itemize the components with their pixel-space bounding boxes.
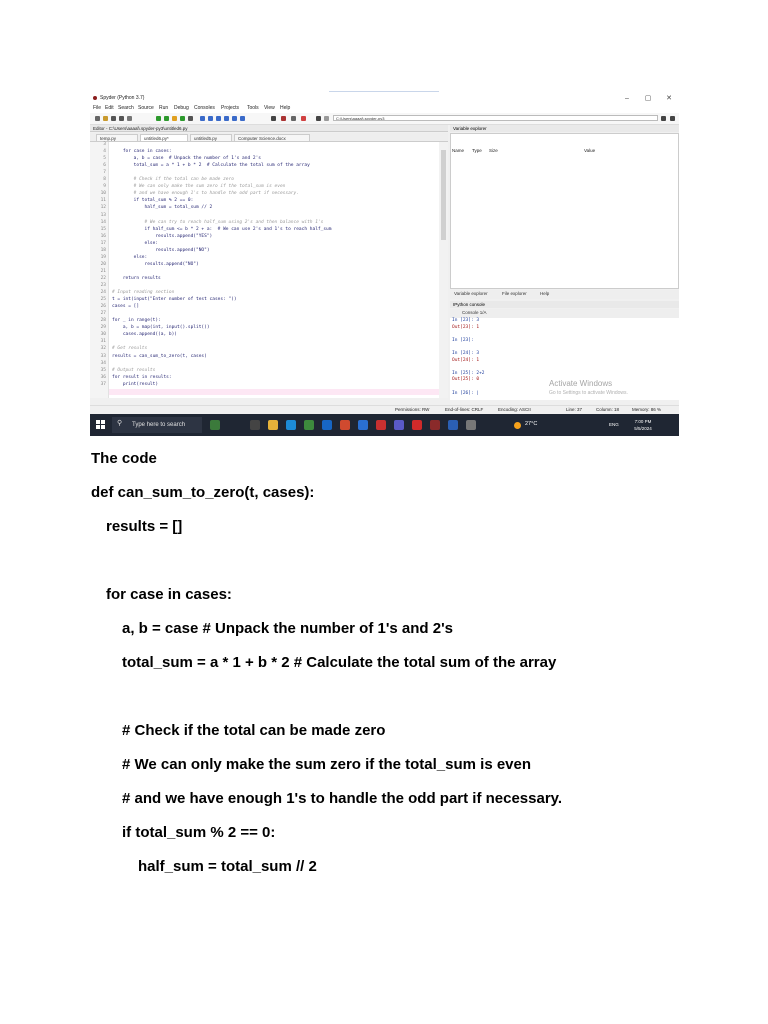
toolbar: [90, 113, 679, 125]
new-file-icon[interactable]: [95, 116, 100, 121]
doc-code-line: half_sum = total_sum // 2: [138, 858, 317, 875]
code-line: if total_sum % 2 == 0:: [112, 198, 194, 204]
search-icon: ⚲: [117, 420, 123, 427]
code-line: if half_sum <= b * 2 + a: # We can use 2's and 1's to reach half_sum: [112, 226, 332, 232]
code-line: total_sum = a * 1 + b * 2 # Calculate the total sum of the array: [112, 163, 310, 169]
line-number: 23: [100, 283, 106, 288]
status-encoding: Encoding: ASCII: [498, 407, 531, 412]
doc-code-line: # We can only make the sum zero if the total_sum is even: [122, 756, 532, 773]
file-explorer-icon[interactable]: [268, 420, 278, 430]
doc-code-line: if total_sum % 2 == 0:: [122, 824, 276, 841]
app-icon-red[interactable]: [376, 420, 386, 430]
doc-heading: The code: [91, 450, 157, 467]
line-number: 7: [103, 170, 106, 176]
menu-file[interactable]: File: [93, 105, 102, 111]
line-number: 28: [100, 318, 106, 324]
windows-taskbar: [90, 414, 679, 436]
line-number: 16: [100, 233, 106, 239]
code-line: # Output results: [112, 367, 156, 373]
doc-code-line: for case in cases:: [106, 586, 232, 603]
app-icon-purple[interactable]: [394, 420, 404, 430]
spyder-screenshot: [90, 93, 679, 436]
python-path-icon[interactable]: [301, 116, 306, 121]
tab-file-explorer[interactable]: File explorer: [502, 291, 527, 296]
menu-consoles[interactable]: Consoles: [194, 105, 215, 111]
code-line: for result in results:: [112, 374, 172, 380]
menu-help[interactable]: Help: [280, 105, 291, 111]
code-line: t = int(input("Enter number of test cases: ")): [112, 297, 237, 303]
editor-tabs: [90, 133, 448, 142]
menu-bar: [90, 104, 679, 113]
back-arrow-icon[interactable]: [316, 116, 321, 121]
variable-explorer-title: Variable explorer: [450, 125, 679, 132]
forward-arrow-icon[interactable]: [324, 116, 329, 121]
menu-source[interactable]: Source: [138, 105, 154, 111]
status-column: Column: 18: [596, 407, 620, 412]
line-number: 34: [100, 360, 106, 366]
tools-icon[interactable]: [291, 116, 296, 121]
console-line: In [23]: 3: [452, 318, 480, 323]
minimize-button[interactable]: –: [625, 95, 629, 102]
tab-variable-explorer[interactable]: Variable explorer: [454, 291, 488, 296]
line-number: 26: [100, 304, 106, 310]
task-view-icon[interactable]: [250, 420, 260, 430]
code-line: results.append("NO"): [112, 261, 199, 267]
code-line: a, b = case # Unpack the number of 1's and 2's: [112, 156, 262, 162]
settings-icon[interactable]: [466, 420, 476, 430]
maximize-button[interactable]: ▢: [644, 95, 652, 102]
close-button[interactable]: ✕: [666, 95, 672, 102]
top-divider: [329, 91, 439, 92]
line-number: 4: [103, 149, 106, 155]
line-number: 35: [100, 367, 106, 373]
line-number: 17: [100, 240, 106, 246]
code-line: # Check if the total can be made zero: [112, 177, 234, 183]
browse-folder-icon[interactable]: [661, 116, 666, 121]
language-indicator[interactable]: ENG: [609, 422, 619, 427]
taskbar-clock[interactable]: [628, 418, 658, 432]
code-line: return results: [112, 275, 161, 281]
activate-windows-watermark: Activate Windows: [549, 379, 613, 388]
code-line: results = can_sum_to_zero(t, cases): [112, 353, 207, 359]
word-icon[interactable]: [448, 420, 458, 430]
status-line: Line: 37: [566, 407, 583, 412]
menu-debug[interactable]: Debug: [174, 105, 189, 111]
line-number: 32: [100, 346, 106, 352]
save-all-icon[interactable]: [119, 116, 124, 121]
tab-untitled5[interactable]: untitled5.py: [190, 134, 232, 141]
line-number: 30: [100, 332, 106, 338]
code-line: else:: [112, 254, 148, 260]
console-line: Out[25]: 0: [452, 377, 480, 383]
code-line: # Get results: [112, 346, 148, 352]
var-header-name[interactable]: Name: [452, 148, 465, 153]
run-selection-icon[interactable]: [180, 116, 185, 121]
parent-directory-icon[interactable]: [670, 116, 675, 121]
status-permissions: Permissions: RW: [395, 407, 430, 412]
tab-untitled6[interactable]: untitled6.py*: [140, 134, 188, 141]
mail-icon[interactable]: [322, 420, 332, 430]
line-number: 33: [100, 353, 106, 359]
code-line: cases = []: [112, 304, 140, 310]
doc-code-line: # and we have enough 1's to handle the odd part if necessary.: [122, 790, 563, 807]
spyder-taskbar-icon[interactable]: [430, 420, 440, 430]
line-number: 21: [100, 268, 106, 274]
console-line: In [25]: 2+2: [452, 370, 485, 376]
run-cell-advance-icon[interactable]: [172, 116, 177, 121]
status-memory: Memory: 86 %: [632, 407, 662, 412]
console-line: Out[23]: 1: [452, 324, 480, 330]
run-icon[interactable]: [156, 116, 161, 121]
tab-help[interactable]: Help: [540, 291, 550, 296]
widgets-icon[interactable]: [210, 420, 220, 430]
console-line: In [24]: 3: [452, 351, 480, 356]
var-header-size[interactable]: Size: [489, 148, 498, 153]
taskbar-search-text: Type here to search: [132, 422, 186, 428]
save-icon[interactable]: [111, 116, 116, 121]
maximize-pane-icon[interactable]: [271, 116, 276, 121]
debug-icon[interactable]: [200, 116, 205, 121]
doc-code-line: total_sum = a * 1 + b * 2 # Calculate the total sum of the array: [122, 654, 557, 671]
window-title: Spyder (Python 3.7): [100, 95, 145, 101]
line-number: 29: [100, 325, 106, 331]
console-line: In [23]:: [452, 337, 474, 343]
code-line: results.append("NO"): [112, 247, 210, 253]
var-header-type[interactable]: Type: [472, 148, 482, 153]
console-line: In [26]: |: [452, 390, 480, 396]
line-number: 5: [103, 156, 106, 162]
title-bar: [90, 93, 679, 104]
current-line-highlight: [109, 389, 439, 395]
console-title: IPython console: [450, 301, 679, 308]
line-number: 3: [103, 142, 106, 147]
line-number: 19: [100, 254, 106, 260]
run-cell-icon[interactable]: [164, 116, 169, 121]
line-number: 8: [103, 177, 106, 183]
app-icon-blue[interactable]: [358, 420, 368, 430]
line-number: 18: [100, 247, 106, 253]
line-number: 25: [100, 297, 106, 303]
step-return-icon[interactable]: [224, 116, 229, 121]
editor-scroll-thumb[interactable]: [441, 150, 446, 240]
var-header-value[interactable]: Value: [584, 148, 596, 153]
continue-icon[interactable]: [232, 116, 237, 121]
menu-view[interactable]: View: [264, 105, 275, 111]
open-file-icon[interactable]: [103, 116, 108, 121]
line-number: 36: [100, 374, 106, 380]
clock-time: 7:00 PM: [634, 419, 652, 424]
code-line: # We can only make the sum zero if the total_sum is even: [112, 184, 286, 190]
step-icon[interactable]: [208, 116, 213, 121]
line-number: 10: [100, 191, 106, 197]
line-number: 22: [100, 275, 106, 281]
code-line: # Input reading section: [112, 290, 175, 296]
doc-code-line: a, b = case # Unpack the number of 1's and 2's: [122, 620, 454, 637]
chrome-icon[interactable]: [340, 420, 350, 430]
close-pane-icon[interactable]: [281, 116, 286, 121]
line-number: 20: [100, 261, 106, 267]
line-number: 14: [100, 219, 106, 225]
tab-temp[interactable]: temp.py: [96, 134, 138, 141]
line-number: 6: [103, 163, 106, 169]
code-editor[interactable]: [90, 142, 448, 398]
rerun-icon[interactable]: [188, 116, 193, 121]
line-number: 15: [100, 226, 106, 232]
code-line: a, b = map(int, input().split()): [112, 325, 210, 331]
tab-console-1a[interactable]: Console 1/A: [462, 310, 487, 315]
variable-explorer: [450, 133, 679, 289]
doc-code-line: def can_sum_to_zero(t, cases):: [91, 484, 315, 501]
windows-start-icon[interactable]: [96, 420, 106, 430]
line-number: 11: [100, 198, 106, 204]
line-number: 27: [100, 311, 106, 317]
pdf-icon[interactable]: [412, 420, 422, 430]
code-line: results.append("YES"): [112, 233, 213, 239]
code-line: cases.append((a, b)): [112, 332, 178, 338]
status-eol: End-of-lines: CRLF: [445, 407, 484, 412]
code-line: for _ in range(t):: [112, 318, 161, 324]
code-line: # and we have enough 1's to handle the odd part if necessary.: [112, 191, 299, 197]
line-number: 31: [100, 339, 106, 345]
menu-edit[interactable]: Edit: [105, 105, 114, 111]
right-pane-tabs: [450, 290, 679, 299]
line-number: 9: [103, 184, 106, 190]
weather-icon: [514, 422, 521, 429]
edge-icon[interactable]: [286, 420, 296, 430]
working-directory-input[interactable]: C:\Users\aaaal\.spyder-py3: [333, 115, 658, 121]
line-number: 24: [100, 290, 106, 296]
preferences-icon[interactable]: [127, 116, 132, 121]
clock-date: 5/5/2024: [634, 426, 652, 431]
menu-run[interactable]: Run: [159, 105, 169, 111]
spyder-icon: [93, 96, 97, 100]
line-number: 12: [100, 205, 106, 211]
menu-tools[interactable]: Tools: [247, 105, 259, 111]
line-number: 37: [100, 381, 106, 387]
step-into-icon[interactable]: [216, 116, 221, 121]
menu-search[interactable]: Search: [118, 105, 134, 111]
code-line: for case in cases:: [112, 149, 172, 155]
temperature: 27°C: [525, 421, 538, 427]
menu-projects[interactable]: Projects: [221, 105, 240, 111]
code-line: # We can try to reach half_sum using 2's and then balance with 1's: [112, 219, 324, 225]
activate-windows-subtext: Go to Settings to activate Windows.: [549, 390, 628, 396]
editor-title: Editor - C:\Users\aaaal\.spyder-py3\untitled6.py: [90, 125, 448, 132]
line-number: 13: [100, 212, 106, 218]
code-line: half_sum = total_sum // 2: [112, 205, 213, 211]
code-line: print(result): [112, 381, 159, 387]
doc-code-line: results = []: [106, 518, 183, 535]
doc-code-line: # Check if the total can be made zero: [122, 722, 386, 739]
console-line: Out[24]: 1: [452, 357, 480, 363]
tab-computer-science[interactable]: Computer Science.docx: [234, 134, 310, 141]
stop-debug-icon[interactable]: [240, 116, 245, 121]
code-line: else:: [112, 240, 159, 246]
store-icon[interactable]: [304, 420, 314, 430]
